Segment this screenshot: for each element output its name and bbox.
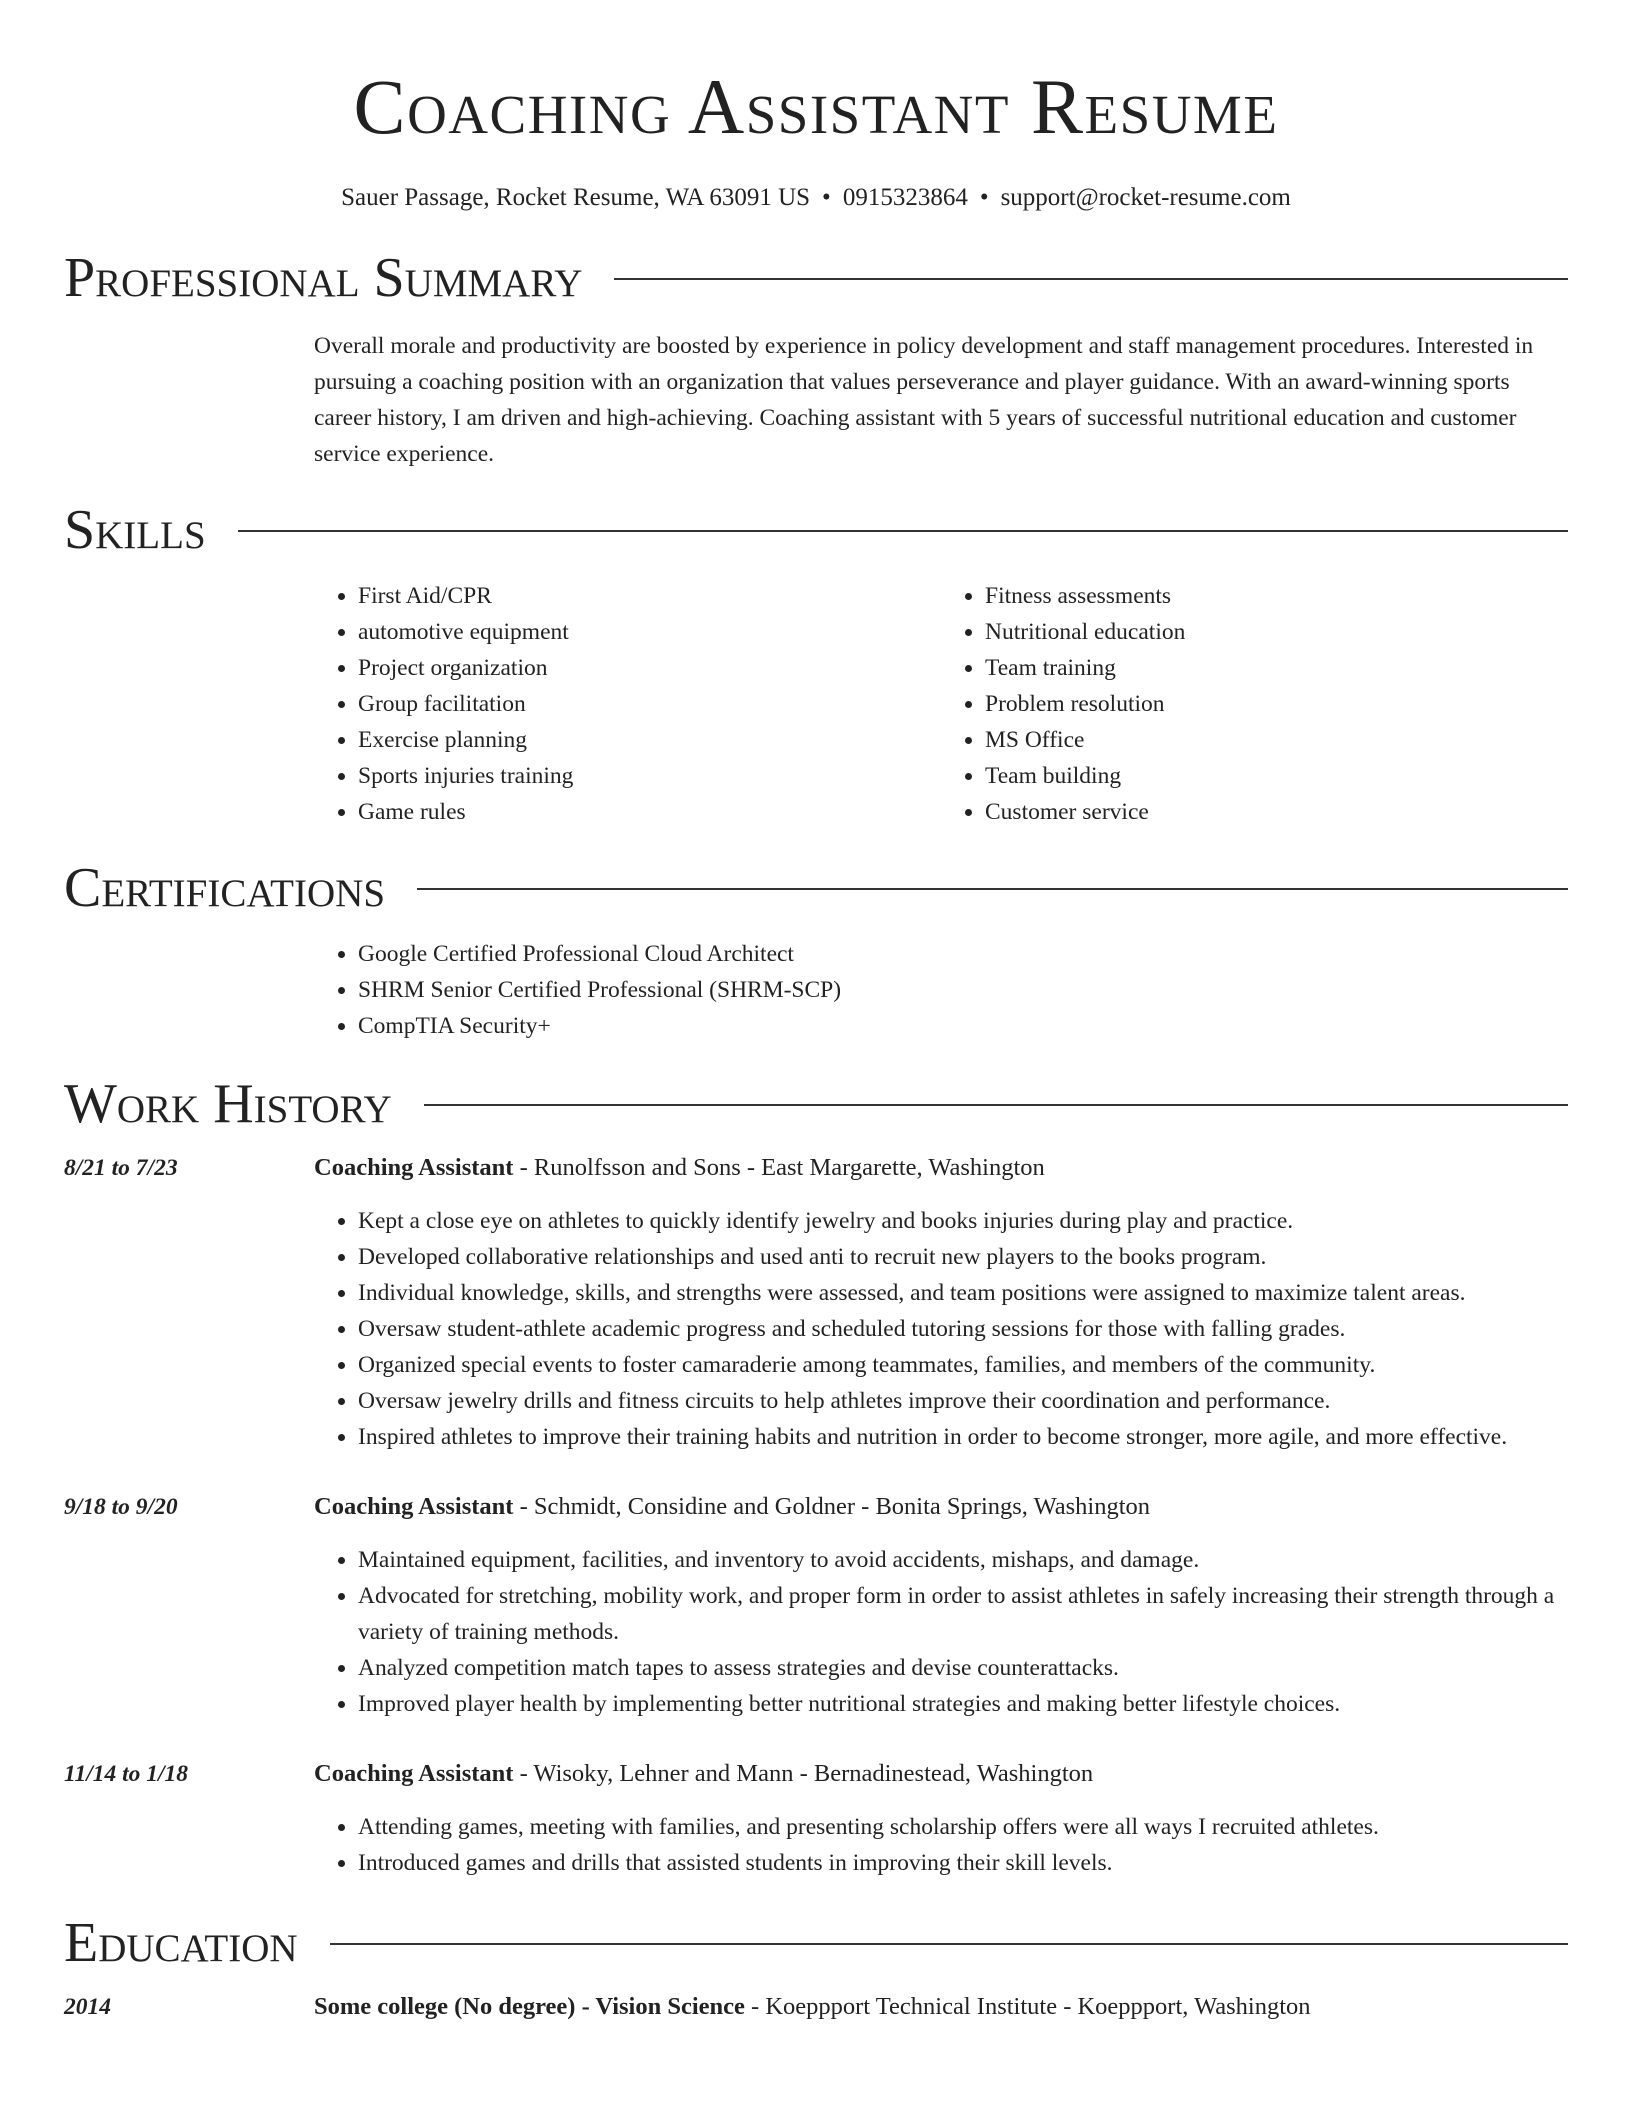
skill-item: • Nutritional education (985, 614, 1568, 650)
job-details: - Runolfsson and Sons - East Margarette, Washington (513, 1154, 1045, 1181)
job-heading (314, 1150, 1568, 1186)
job-details: - Wisoky, Lehner and Mann - Bernadinestead, Washington (513, 1760, 1094, 1787)
job-bullets (314, 1203, 1568, 1455)
contact-address: Sauer Passage, Rocket Resume, WA 63091 US (341, 184, 811, 211)
section-divider (614, 278, 1568, 280)
skills-body (314, 578, 1568, 830)
job-bullet: • Attending games, meeting with families, and presenting scholarship offers were all ways I recruited athletes. (358, 1809, 1568, 1845)
skill-item: • Game rules (358, 794, 941, 830)
job-bullet: • Kept a close eye on athletes to quickly identify jewelry and books injuries during play and practice. (358, 1203, 1568, 1239)
contact-separator: • (979, 184, 989, 211)
job-title: Coaching Assistant (314, 1154, 514, 1181)
job-bullet: • Developed collaborative relationships and used anti to recruit new players to the books program. (358, 1239, 1568, 1275)
job-bullet: • Advocated for stretching, mobility work, and proper form in order to assist athletes in safely increasing their strength through a variety of training methods. (358, 1578, 1568, 1650)
job-content (314, 1489, 1568, 1722)
education-content (314, 1989, 1568, 2025)
job-content (314, 1756, 1568, 1881)
job-title: Coaching Assistant (314, 1493, 514, 1520)
skill-item: • automotive equipment (358, 614, 941, 650)
education-year: 2014 (64, 1994, 111, 2020)
job-bullet: • Oversaw jewelry drills and fitness circuits to help athletes improve their coordination and performance. (358, 1383, 1568, 1419)
certifications-section-header (64, 856, 1568, 920)
section-divider (238, 530, 1568, 532)
summary-heading: Professional Summary (64, 247, 583, 309)
job-entry (64, 1756, 1568, 1881)
job-bullet: • Improved player health by implementing better nutritional strategies and making better lifestyle choices. (358, 1686, 1568, 1722)
skills-list-left (314, 578, 941, 830)
skills-list-right (941, 578, 1568, 830)
work-heading: Work History (64, 1073, 392, 1135)
summary-text: Overall morale and productivity are boosted by experience in policy development and staff management procedures. Interested in pursuing a coaching position with an organization that values perseverance and player guidance. With an award-winning sports career history, I am driven and high-achieving. Coaching assistant with 5 years of successful nutritional education and customer service experience. (314, 333, 1534, 467)
job-bullet: • Individual knowledge, skills, and strengths were assessed, and team positions were assigned to maximize talent areas. (358, 1275, 1568, 1311)
certification-item: • CompTIA Security+ (358, 1008, 1568, 1044)
work-section-header (64, 1072, 1568, 1136)
job-bullet: • Organized special events to foster camaraderie among teammates, families, and members of the community. (358, 1347, 1568, 1383)
skills-section-header (64, 498, 1568, 562)
job-dates: 8/21 to 7/23 (64, 1155, 178, 1181)
contact-email: support@rocket-resume.com (1000, 184, 1291, 211)
certifications-body (314, 936, 1568, 1044)
skill-item: • Team training (985, 650, 1568, 686)
job-dates: 11/14 to 1/18 (64, 1761, 189, 1787)
job-bullet: • Introduced games and drills that assisted students in improving their skill levels. (358, 1845, 1568, 1881)
skill-item: • MS Office (985, 722, 1568, 758)
job-bullet: • Maintained equipment, facilities, and inventory to avoid accidents, mishaps, and damage. (358, 1542, 1568, 1578)
certifications-list (314, 936, 1568, 1044)
skill-item: • Problem resolution (985, 686, 1568, 722)
skill-item: • Project organization (358, 650, 941, 686)
skill-item: • Customer service (985, 794, 1568, 830)
education-entry (64, 1989, 1568, 2025)
section-divider (330, 1943, 1568, 1945)
certifications-heading: Certifications (64, 857, 386, 919)
education-heading: Education (64, 1912, 298, 1974)
job-title: Coaching Assistant (314, 1760, 514, 1787)
resume-title: Coaching Assistant Resume (353, 63, 1279, 150)
education-section-header (64, 1911, 1568, 1975)
job-bullets (314, 1542, 1568, 1722)
job-bullets (314, 1809, 1568, 1881)
job-heading (314, 1756, 1568, 1792)
skills-grid (314, 578, 1568, 830)
certification-item: • Google Certified Professional Cloud Architect (358, 936, 1568, 972)
education-heading-line (314, 1989, 1568, 2025)
resume-page (64, 0, 1568, 2025)
section-divider (417, 888, 1568, 890)
education-degree: Some college (No degree) - Vision Science (314, 1993, 745, 2020)
job-dates: 9/18 to 9/20 (64, 1494, 178, 1520)
skill-item: • First Aid/CPR (358, 578, 941, 614)
education-details: - Koeppport Technical Institute - Koeppport, Washington (744, 1993, 1311, 2020)
job-content (314, 1150, 1568, 1455)
contact-phone: 0915323864 (842, 184, 968, 211)
contact-line (64, 182, 1568, 214)
job-entry (64, 1150, 1568, 1455)
job-entry (64, 1489, 1568, 1722)
section-divider (424, 1104, 1568, 1106)
skill-item: • Group facilitation (358, 686, 941, 722)
job-heading (314, 1489, 1568, 1525)
skill-item: • Sports injuries training (358, 758, 941, 794)
job-details: - Schmidt, Considine and Goldner - Bonita Springs, Washington (513, 1493, 1151, 1520)
job-bullet: • Oversaw student-athlete academic progress and scheduled tutoring sessions for those with falling grades. (358, 1311, 1568, 1347)
summary-section-header (64, 246, 1568, 310)
skill-item: • Team building (985, 758, 1568, 794)
job-bullet: • Inspired athletes to improve their training habits and nutrition in order to become stronger, more agile, and more effective. (358, 1419, 1568, 1455)
skills-heading: Skills (64, 499, 206, 561)
contact-separator: • (822, 184, 831, 211)
job-bullet: • Analyzed competition match tapes to assess strategies and devise counterattacks. (358, 1650, 1568, 1686)
summary-body (314, 328, 1568, 472)
skill-item: • Fitness assessments (985, 578, 1568, 614)
certification-item: • SHRM Senior Certified Professional (SHRM-SCP) (358, 972, 1568, 1008)
skill-item: • Exercise planning (358, 722, 941, 758)
